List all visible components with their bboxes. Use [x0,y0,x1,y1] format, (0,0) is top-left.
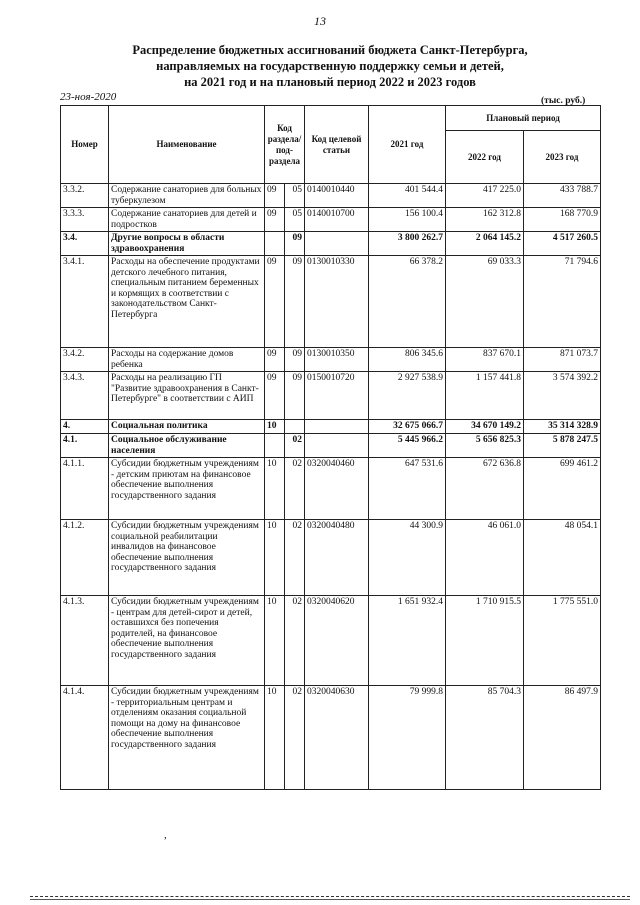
document-date: 23-ноя-2020 [60,91,117,103]
title-line-2: направляемых на государственную поддержку семьи и детей, [156,59,504,73]
row-value-2021: 806 345.6 [369,348,446,372]
row-value-2022: 69 033.3 [446,256,524,348]
header-section-code: Код раздела/ под-раздела [265,106,305,184]
header-target-code: Код целевой статьи [305,106,369,184]
table-row [61,420,601,434]
row-value-2023: 71 794.6 [524,256,601,348]
row-value-2022: 1 157 441.8 [446,372,524,420]
row-value-2021: 2 927 538.9 [369,372,446,420]
table-row [61,596,601,686]
table-row [61,232,601,256]
row-value-2022: 162 312.8 [446,208,524,232]
table-row [61,184,601,208]
table-row [61,520,601,596]
header-planned-period: Плановый период [446,106,601,131]
table-row [61,208,601,232]
row-value-2021: 44 300.9 [369,520,446,596]
row-subsection: 02 [285,458,305,520]
page-number: 13 [314,14,326,28]
row-section: 09 [265,208,285,232]
row-section: 10 [265,520,285,596]
row-value-2023: 1 775 551.0 [524,596,601,686]
row-section: 10 [265,686,285,790]
row-value-2022: 34 670 149.2 [446,420,524,434]
row-value-2021: 66 378.2 [369,256,446,348]
title-line-3: на 2021 год и на плановый период 2022 и 2023 годов [184,75,476,89]
row-value-2021: 1 651 932.4 [369,596,446,686]
row-number: 4. [61,420,109,434]
row-value-2021: 79 999.8 [369,686,446,790]
header-2022: 2022 год [446,131,524,184]
row-section: 09 [265,184,285,208]
row-value-2021: 3 800 262.7 [369,232,446,256]
row-number: 3.4.3. [61,372,109,420]
row-number: 4.1.2. [61,520,109,596]
row-value-2022: 417 225.0 [446,184,524,208]
table-row [61,256,601,348]
row-subsection: 09 [285,372,305,420]
row-name: Содержание санаториев для больных туберкулезом [109,184,265,208]
row-value-2022: 46 061.0 [446,520,524,596]
table-row [61,458,601,520]
row-number: 4.1.1. [61,458,109,520]
row-value-2023: 168 770.9 [524,208,601,232]
row-subsection: 09 [285,256,305,348]
row-subsection: 05 [285,184,305,208]
row-value-2022: 1 710 915.5 [446,596,524,686]
row-target-code: 0130010330 [305,256,369,348]
table-row [61,434,601,458]
table-row [61,372,601,420]
row-value-2023: 433 788.7 [524,184,601,208]
row-value-2023: 3 574 392.2 [524,372,601,420]
row-subsection: 09 [285,232,305,256]
row-subsection [285,420,305,434]
row-name: Расходы на реализацию ГП "Развитие здравоохранения в Санкт-Петербурге" в соответствии с АИП [109,372,265,420]
row-name: Субсидии бюджетным учреждениям социальной реабилитации инвалидов на финансовое обеспечение выполнения государственного задания [109,520,265,596]
row-value-2021: 156 100.4 [369,208,446,232]
row-value-2023: 86 497.9 [524,686,601,790]
row-target-code: 0150010720 [305,372,369,420]
row-value-2021: 5 445 966.2 [369,434,446,458]
row-number: 3.4. [61,232,109,256]
row-name: Расходы на обеспечение продуктами детского лечебного питания, специальным питанием беременных и кормящих в соответствии с законодательством Санкт-Петербурга [109,256,265,348]
bottom-rule-2 [30,899,630,900]
row-section [265,232,285,256]
row-value-2023: 48 054.1 [524,520,601,596]
row-value-2022: 672 636.8 [446,458,524,520]
row-target-code: 0130010350 [305,348,369,372]
row-name: Расходы на содержание домов ребенка [109,348,265,372]
row-subsection: 02 [285,434,305,458]
row-name: Содержание санаториев для детей и подростков [109,208,265,232]
stray-mark: , [164,829,167,841]
header-2023: 2023 год [524,131,601,184]
row-target-code: 0140010440 [305,184,369,208]
row-name: Субсидии бюджетным учреждениям - территориальным центрам и отделениям оказания социальной помощи на дому на финансовое обеспечение выполнения государственного задания [109,686,265,790]
row-name: Субсидии бюджетным учреждениям - детским приютам на финансовое обеспечение выполнения государственного задания [109,458,265,520]
row-target-code [305,420,369,434]
row-name: Социальная политика [109,420,265,434]
row-subsection: 05 [285,208,305,232]
row-section: 10 [265,420,285,434]
title-line-1: Распределение бюджетных ассигнований бюджета Санкт-Петербурга, [132,43,528,57]
row-section: 10 [265,596,285,686]
row-value-2021: 647 531.6 [369,458,446,520]
row-name: Субсидии бюджетным учреждениям - центрам для детей-сирот и детей, оставшихся без попечения родителей, на финансовое обеспечение выполнения государственного задания [109,596,265,686]
table-row [61,348,601,372]
row-number: 4.1.3. [61,596,109,686]
row-target-code [305,434,369,458]
row-target-code: 0320040630 [305,686,369,790]
row-value-2023: 699 461.2 [524,458,601,520]
row-section [265,434,285,458]
row-number: 3.4.1. [61,256,109,348]
row-value-2023: 5 878 247.5 [524,434,601,458]
row-target-code: 0320040620 [305,596,369,686]
row-target-code: 0320040460 [305,458,369,520]
budget-table [60,105,601,790]
header-name: Наименование [109,106,265,184]
row-section: 10 [265,458,285,520]
row-subsection: 02 [285,520,305,596]
row-value-2023: 4 517 260.5 [524,232,601,256]
row-target-code: 0320040480 [305,520,369,596]
units-label: (тыс. руб.) [541,96,586,106]
header-2021: 2021 год [369,106,446,184]
row-value-2022: 2 064 145.2 [446,232,524,256]
row-value-2022: 5 656 825.3 [446,434,524,458]
row-value-2022: 85 704.3 [446,686,524,790]
row-value-2021: 401 544.4 [369,184,446,208]
row-subsection: 09 [285,348,305,372]
row-section: 09 [265,256,285,348]
row-value-2023: 35 314 328.9 [524,420,601,434]
row-value-2023: 871 073.7 [524,348,601,372]
row-number: 3.3.3. [61,208,109,232]
row-target-code: 0140010700 [305,208,369,232]
row-number: 3.4.2. [61,348,109,372]
row-value-2021: 32 675 066.7 [369,420,446,434]
row-number: 3.3.2. [61,184,109,208]
table-row [61,686,601,790]
row-number: 4.1. [61,434,109,458]
row-section: 09 [265,372,285,420]
row-name: Социальное обслуживание населения [109,434,265,458]
row-name: Другие вопросы в области здравоохранения [109,232,265,256]
row-value-2022: 837 670.1 [446,348,524,372]
row-subsection: 02 [285,686,305,790]
row-subsection: 02 [285,596,305,686]
row-target-code [305,232,369,256]
row-section: 09 [265,348,285,372]
document-title [60,42,600,90]
header-number: Номер [61,106,109,184]
row-number: 4.1.4. [61,686,109,790]
